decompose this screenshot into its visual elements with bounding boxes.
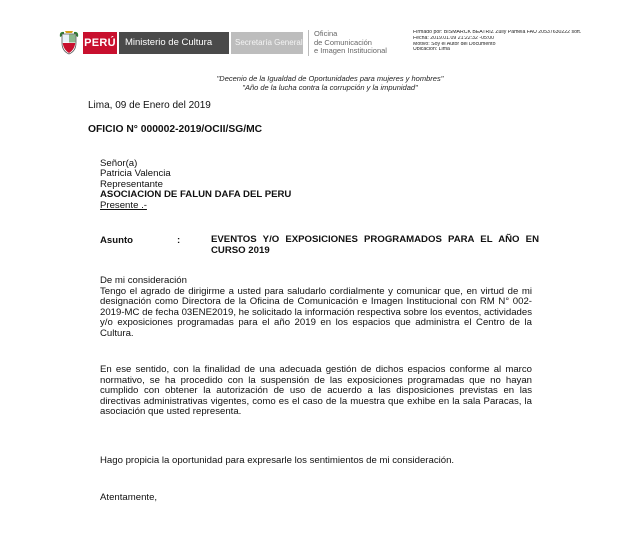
- digital-signature-block: [413, 30, 628, 53]
- subject-text: EVENTOS Y/O EXPOSICIONES PROGRAMADOS PARA EL AÑO EN CURSO 2019: [211, 234, 539, 256]
- document-number: OFICIO N° 000002-2019/OCII/SG/MC: [88, 124, 263, 135]
- closing: Atentamente,: [100, 492, 158, 503]
- addressee-salutation: Señor(a): [100, 158, 138, 169]
- document-date: Lima, 09 de Enero del 2019: [88, 100, 211, 111]
- body-paragraph-2: En ese sentido, con la finalidad de una adecuada gestión de dichos espacios conforme al marco normativo, se ha procedido con la suspensión de las exposiciones programadas que no hayan cumplido con obtener la autorización de uso de acuerdo a las disposiciones previstas en las directivas administrativas vigentes, como es el caso de la muestra que exhibe en la sala Paracas, la asociación que usted representa.: [100, 364, 532, 418]
- paragraph-text: Tengo el agrado de dirigirme a usted para saludarlo cordialmente y comunicar que, en virtud de mi designación como Directora de la Oficina de Comunicación e Imagen Institucional con RM N° 002-2019-MC de fecha 03ENE2019, he solicitado la información respectiva sobre los eventos, actividades y/o exposiciones programadas para el año 2019 en los espacios que administra el Centro de la Cultura.: [100, 285, 532, 339]
- motto-line: "Año de la lucha contra la corrupción y la impunidad": [242, 83, 418, 92]
- letterhead: [58, 28, 403, 64]
- addressee-present: Presente .-: [100, 199, 147, 211]
- signature-line: Fecha: 2019.01.09 21:22:32 -05:00: [413, 35, 495, 41]
- signature-line: Motivo: Soy el Autor del Documento: [413, 41, 496, 47]
- addressee-role: Representante: [100, 178, 163, 190]
- coat-of-arms-icon: [58, 29, 80, 55]
- signature-line: Ubicación: Lima: [413, 47, 450, 53]
- office-label: [308, 30, 403, 56]
- body-paragraph-1: [100, 276, 532, 340]
- ministry-label: Ministerio de Cultura: [119, 32, 229, 54]
- secretariat-label: Secretaría General: [231, 32, 303, 54]
- motto-line: "Decenio de la Igualdad de Oportunidades para mujeres y hombres": [216, 74, 444, 83]
- subject-colon: :: [177, 235, 181, 246]
- office-line: de Comunicación: [314, 37, 372, 47]
- office-line: e Imagen Institucional: [314, 46, 387, 55]
- body-paragraph-3: Hago propicia la oportunidad para expresarle los sentimientos de mi consideración.: [100, 455, 455, 466]
- office-line: Oficina: [314, 29, 338, 38]
- addressee-name: Patricia Valencia: [100, 168, 171, 180]
- signature-line: Firmado por: BISMARCK BEATRIZ Zully Pamela FAU 20537630222 soft.: [413, 30, 582, 35]
- addressee-block: [100, 159, 291, 211]
- subject-label: Asunto: [100, 235, 134, 246]
- addressee-organization: ASOCIACION DE FALUN DAFA DEL PERU: [100, 189, 292, 201]
- year-motto: [0, 74, 638, 92]
- greeting: De mi consideración: [100, 275, 187, 286]
- peru-label: PERÚ: [83, 32, 117, 54]
